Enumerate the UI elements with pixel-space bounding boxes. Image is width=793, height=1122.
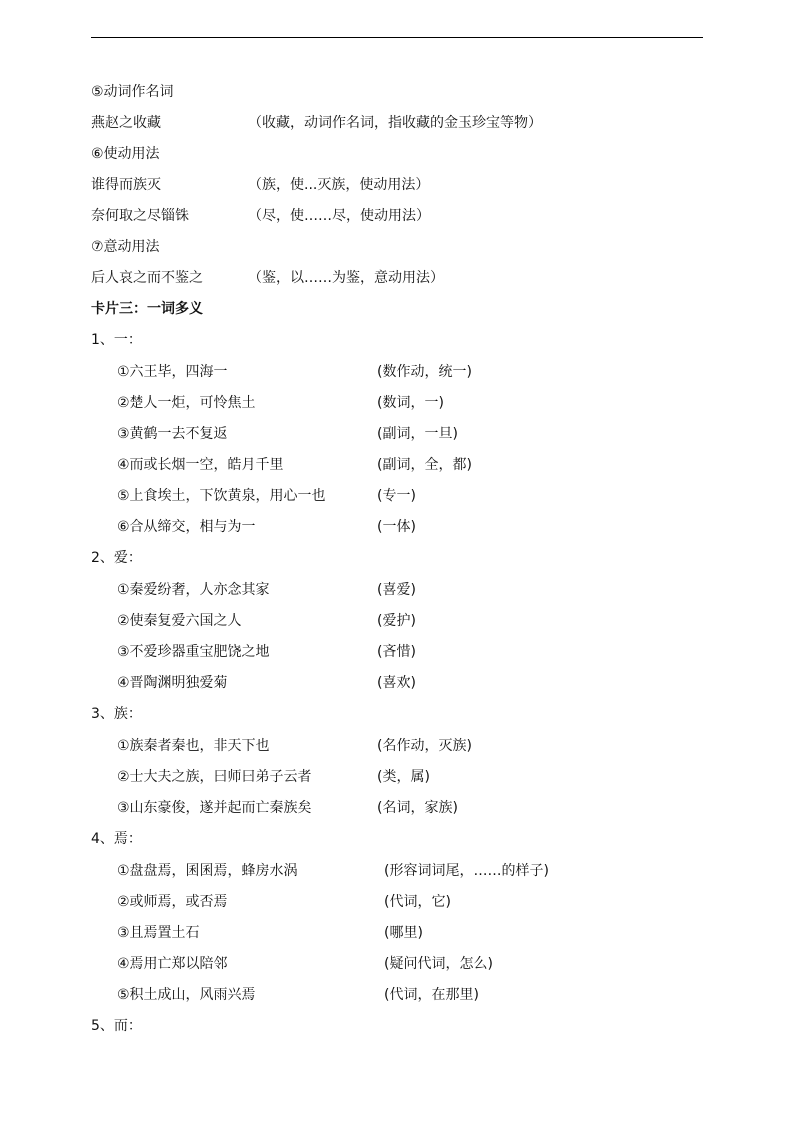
example-note: (疑问代词，怎么) — [384, 956, 493, 972]
example-note: (喜欢) — [377, 675, 416, 691]
example-text: ④焉用亡郑以陪邻 — [117, 956, 228, 972]
example-note: (数作动，统一) — [377, 364, 472, 380]
example-text: ④晋陶渊明独爱菊 — [117, 675, 228, 691]
word-heading-ai: 2、爱： — [91, 550, 142, 566]
example-note: (喜爱) — [377, 582, 416, 598]
example-note: (一体) — [377, 519, 416, 535]
example-note: (代词，在那里) — [384, 987, 479, 1003]
example-note: (名词，家族) — [377, 800, 458, 816]
example-text: ③且焉置土石 — [117, 925, 200, 941]
example-text: ⑤积土成山，风雨兴焉 — [117, 987, 256, 1003]
word-heading-er: 5、而： — [91, 1018, 142, 1034]
example-text: ③不爱珍器重宝肥饶之地 — [117, 644, 270, 660]
heading-causative-usage: ⑥使动用法 — [91, 146, 160, 162]
example-note: (副词，全，都) — [377, 457, 472, 473]
example-text: ②楚人一炬，可怜焦土 — [117, 395, 256, 411]
example-note: (代词，它) — [384, 894, 451, 910]
example-note: （鉴，以……为鉴，意动用法） — [248, 270, 444, 286]
example-note: （尽，使……尽，使动用法） — [248, 208, 430, 224]
example-text: ①秦爱纷奢，人亦念其家 — [117, 582, 270, 598]
example-text: 后人哀之而不鉴之 — [91, 270, 203, 286]
heading-noun-usage: ⑤动词作名词 — [91, 84, 174, 100]
example-text: ④而或长烟一空，皓月千里 — [117, 457, 284, 473]
example-note: (数词，一) — [377, 395, 444, 411]
card-three-title: 卡片三：一词多义 — [91, 301, 203, 317]
word-heading-yan: 4、焉： — [91, 831, 142, 847]
example-note: (名作动，灭族) — [377, 738, 472, 754]
example-note: （族，使...灭族，使动用法） — [248, 177, 430, 193]
example-note: (类，属) — [377, 769, 430, 785]
word-heading-yi: 1、一： — [91, 332, 142, 348]
example-note: (爱护) — [377, 613, 416, 629]
example-text: ②或师焉，或否焉 — [117, 894, 228, 910]
word-heading-zu: 3、族： — [91, 706, 142, 722]
example-text: 奈何取之尽锱铢 — [91, 208, 189, 224]
example-text: ②使秦复爱六国之人 — [117, 613, 242, 629]
example-text: ①族秦者秦也，非天下也 — [117, 738, 270, 754]
example-note: (专一) — [377, 488, 416, 504]
example-text: 燕赵之收藏 — [91, 115, 161, 131]
example-text: ①六王毕，四海一 — [117, 364, 228, 380]
example-note: (哪里) — [384, 925, 423, 941]
example-text: ③山东豪俊，遂并起而亡秦族矣 — [117, 800, 312, 816]
example-note: (吝惜) — [377, 644, 416, 660]
example-text: ⑥合从缔交，相与为一 — [117, 519, 256, 535]
example-text: ②士大夫之族，曰师曰弟子云者 — [117, 769, 312, 785]
header-rule — [91, 37, 703, 38]
example-note: (形容词词尾，……的样子) — [384, 863, 549, 879]
example-note: （收藏，动词作名词，指收藏的金玉珍宝等物） — [248, 115, 542, 131]
example-text: ⑤上食埃土，下饮黄泉，用心一也 — [117, 488, 326, 504]
example-text: 谁得而族灭 — [91, 177, 161, 193]
example-text: ③黄鹤一去不复返 — [117, 426, 228, 442]
heading-putative-usage: ⑦意动用法 — [91, 239, 160, 255]
example-note: (副词，一旦) — [377, 426, 458, 442]
example-text: ①盘盘焉，囷囷焉，蜂房水涡 — [117, 863, 298, 879]
